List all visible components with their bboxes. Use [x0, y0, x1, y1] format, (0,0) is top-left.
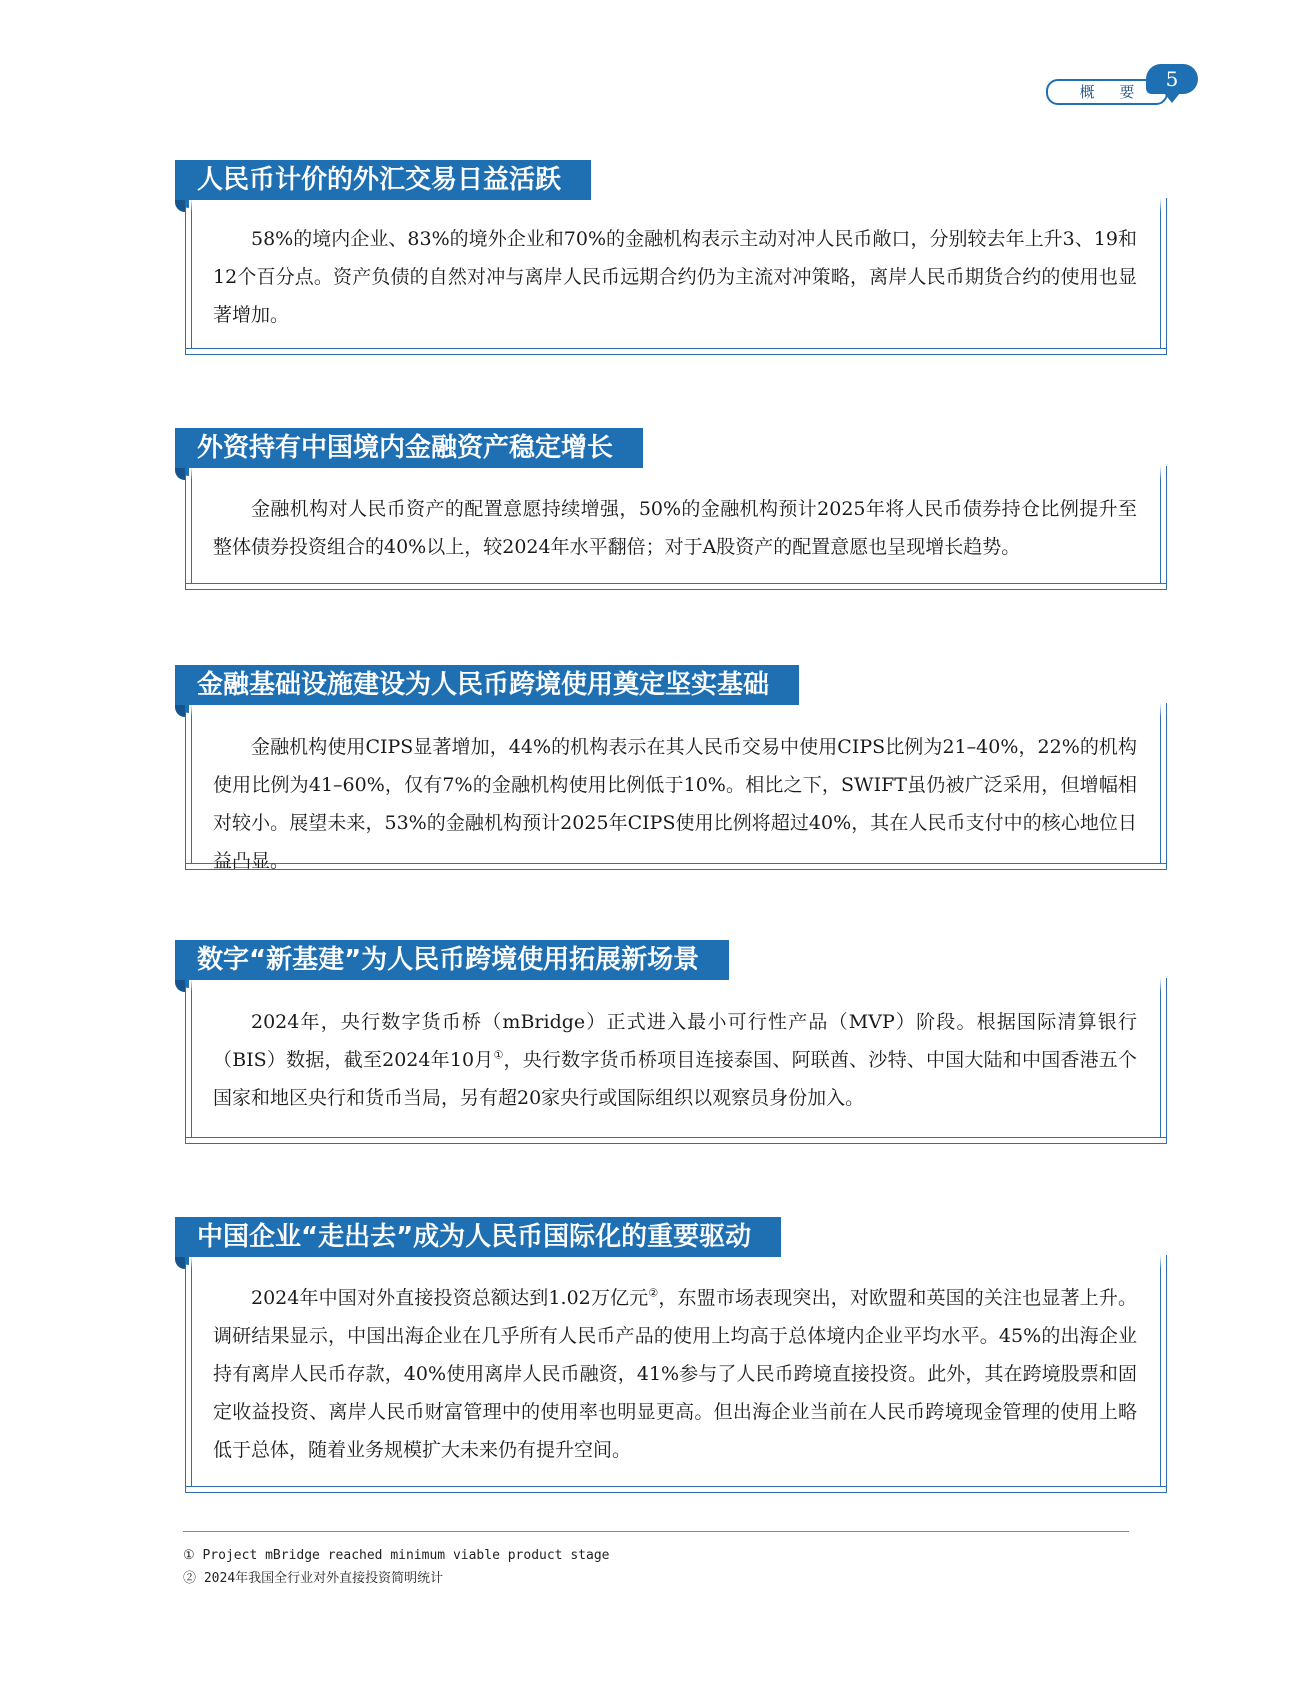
section-body — [213, 490, 1137, 566]
section-title: 中国企业“走出去”成为人民币国际化的重要驱动 — [175, 1217, 781, 1257]
section-label: 概 要 — [1079, 83, 1145, 101]
footnote-ref[interactable]: ① — [493, 1048, 504, 1062]
footnote-1 — [183, 1547, 609, 1565]
body-paragraph: 58%的境内企业、83%的境外企业和70%的金融机构表示主动对冲人民币敞口，分别较去年上升3、19和12个百分点。资产负债的自然对冲与离岸人民币远期合约仍为主流对冲策略，离岸人民币期货合约的使用也显著增加。 — [213, 228, 1137, 326]
body-paragraph: 2024年中国对外直接投资总额达到1.02万亿元②，东盟市场表现突出，对欧盟和英国的关注也显著上升。调研结果显示，中国出海企业在几乎所有人民币产品的使用上均高于总体境内企业平均水平。45%的出海企业持有离岸人民币存款，40%使用离岸人民币融资，41%参与了人民币跨境直接投资。此外，其在跨境股票和固定收益投资、离岸人民币财富管理中的使用率也明显更高。但出海企业当前在人民币跨境现金管理的使用上略低于总体，随着业务规模扩大未来仍有提升空间。 — [213, 1286, 1137, 1461]
section-title: 数字“新基建”为人民币跨境使用拓展新场景 — [175, 940, 729, 980]
section-body — [213, 1003, 1137, 1117]
section-going-global — [175, 1217, 1167, 1493]
page-number-badge — [1146, 64, 1198, 94]
body-paragraph: 金融机构使用CIPS显著增加，44%的机构表示在其人民币交易中使用CIPS比例为21–40%，22%的机构使用比例为41–60%，仅有7%的金融机构使用比例低于10%。相比之下，SWIFT虽仍被广泛采用，但增幅相对较小。展望未来，53%的金融机构预计2025年CIPS使用比例将超过40%，其在人民币支付中的核心地位日益凸显。 — [213, 736, 1137, 872]
section-body — [213, 728, 1137, 880]
section-title: 金融基础设施建设为人民币跨境使用奠定坚实基础 — [175, 665, 799, 705]
section-fx-trading — [175, 160, 1167, 355]
section-infrastructure — [175, 665, 1167, 870]
footnote-text: 2024年我国全行业对外直接投资简明统计 — [203, 1571, 444, 1586]
section-body — [213, 220, 1137, 334]
section-body — [213, 1279, 1137, 1469]
footnote-mark: ② — [183, 1571, 197, 1586]
footnote-text: Project mBridge reached minimum viable product stage — [202, 1548, 610, 1563]
footnote-2 — [183, 1570, 443, 1588]
footnote-ref[interactable]: ② — [648, 1286, 659, 1300]
body-paragraph: 金融机构对人民币资产的配置意愿持续增强，50%的金融机构预计2025年将人民币债券持仓比例提升至整体债券投资组合的40%以上，较2024年水平翻倍；对于A股资产的配置意愿也呈现增长趋势。 — [213, 498, 1137, 558]
section-digital-infrastructure — [175, 940, 1167, 1144]
footnote-mark: ① — [183, 1548, 195, 1563]
section-title: 外资持有中国境内金融资产稳定增长 — [175, 428, 643, 468]
page-number: 5 — [1165, 67, 1179, 91]
section-foreign-holdings — [175, 428, 1167, 590]
body-paragraph: 2024年，央行数字货币桥（mBridge）正式进入最小可行性产品（MVP）阶段。根据国际清算银行（BIS）数据，截至2024年10月①，央行数字货币桥项目连接泰国、阿联酋、沙特、中国大陆和中国香港五个国家和地区央行和货币当局，另有超20家央行或国际组织以观察员身份加入。 — [213, 1011, 1138, 1109]
footnote-divider — [183, 1531, 1129, 1532]
section-title: 人民币计价的外汇交易日益活跃 — [175, 160, 591, 200]
